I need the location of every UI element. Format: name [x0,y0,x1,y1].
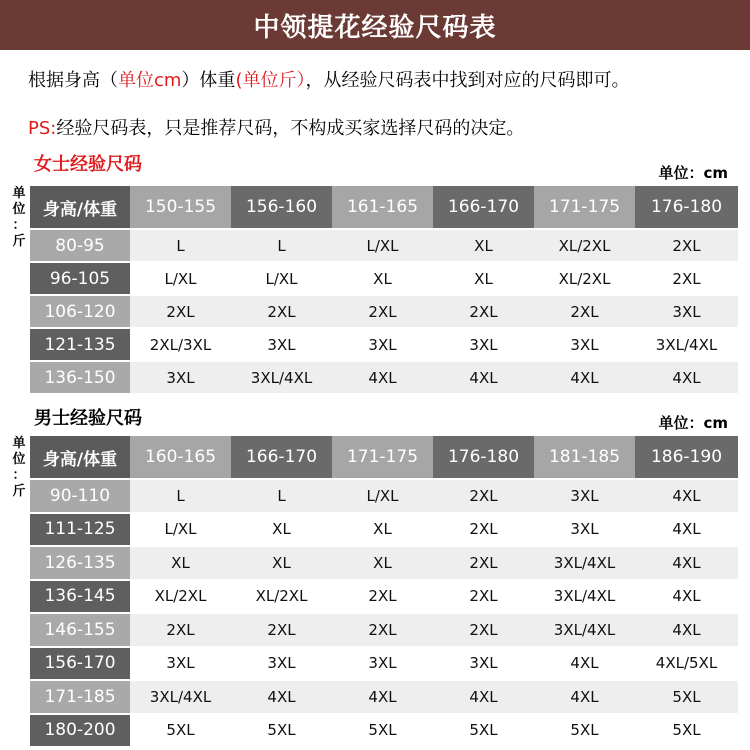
size-cell: 4XL [267,687,296,706]
size-cell: 2XL [672,236,701,255]
intro-text: 根据身高（ [28,70,118,91]
size-cell: XL [373,269,392,288]
size-cell: 4XL [368,687,397,706]
size-cell: XL [373,553,392,572]
women-size-row [30,230,738,261]
intro-highlight: (单位斤） [235,70,306,91]
height-range-header: 160-165 [130,436,231,478]
weight-range-label: 180-200 [30,715,130,747]
size-cell: 2XL [469,620,498,639]
size-cell: XL [474,236,493,255]
height-range-header: 156-160 [231,186,332,228]
ps-label: PS: [28,118,57,139]
size-cell: 3XL [672,302,701,321]
size-cell: XL/2XL [558,236,611,255]
size-cell: L [277,486,286,505]
size-cell: 3XL [469,335,498,354]
size-cell: 3XL [570,486,599,505]
size-cell: 5XL [267,721,296,740]
page-banner [0,0,750,50]
weight-range-label: 171-185 [30,681,130,713]
size-cell: 5XL [672,687,701,706]
men-size-row [30,480,738,512]
height-range-header: 150-155 [130,186,231,228]
women-header-row [30,186,738,228]
size-cell: 3XL [570,335,599,354]
intro-highlight: 单位cm [118,70,182,91]
size-cell: L [277,236,286,255]
size-cell: XL [272,553,291,572]
size-cell: 4XL [570,654,599,673]
men-size-row [30,681,738,713]
size-cell: 2XL [469,302,498,321]
size-cell: 3XL/4XL [250,368,313,387]
size-cell: L/XL [366,486,399,505]
size-cell: L/XL [164,520,197,539]
women-side-unit: 单 位 ： 斤 [12,186,26,249]
size-cell: 3XL/4XL [553,587,616,606]
height-range-header: 186-190 [635,436,738,478]
size-cell: 5XL [469,721,498,740]
size-cell: L [176,236,185,255]
size-cell: XL/2XL [558,269,611,288]
height-range-header: 171-175 [534,186,635,228]
size-cell: 3XL/4XL [149,687,212,706]
size-cell: 3XL [267,654,296,673]
size-cell: 3XL [570,520,599,539]
weight-range-label: 111-125 [30,514,130,546]
height-range-header: 176-180 [635,186,738,228]
men-header-row [30,436,738,478]
size-cell: 4XL [672,520,701,539]
size-cell: 2XL [166,302,195,321]
size-cell: L/XL [366,236,399,255]
size-cell: 4XL [672,368,701,387]
size-cell: 2XL [469,486,498,505]
men-unit-label: 单位：cm [658,414,728,432]
size-cell: L/XL [164,269,197,288]
size-cell: L [176,486,185,505]
women-size-row [30,296,738,327]
intro-text: 经验尺码表，只是推荐尺码，不构成买家选择尺码的决定。 [56,118,525,139]
men-size-row [30,648,738,680]
height-range-header: 166-170 [433,186,534,228]
weight-range-label: 146-155 [30,614,130,646]
size-cell: XL [373,520,392,539]
size-cell: L/XL [265,269,298,288]
weight-range-label: 90-110 [30,480,130,512]
size-cell: 5XL [570,721,599,740]
size-cell: 2XL [368,587,397,606]
size-cell: 4XL [672,587,701,606]
size-cell: 2XL [368,302,397,321]
height-range-header: 166-170 [231,436,332,478]
corner-label: 身高/体重 [30,436,130,478]
size-cell: 4XL [672,486,701,505]
size-cell: 3XL [368,654,397,673]
height-range-header: 161-165 [332,186,433,228]
size-cell: 2XL [166,620,195,639]
size-cell: 3XL [267,335,296,354]
size-cell: 4XL [469,687,498,706]
size-cell: 3XL/4XL [553,553,616,572]
men-size-row [30,581,738,613]
corner-label: 身高/体重 [30,186,130,228]
height-range-header: 176-180 [433,436,534,478]
weight-range-label: 126-135 [30,547,130,579]
weight-range-label: 80-95 [30,230,130,261]
size-cell: 2XL [267,302,296,321]
size-cell: 4XL [672,620,701,639]
size-cell: XL/2XL [255,587,308,606]
weight-range-label: 136-145 [30,581,130,613]
women-unit-label: 单位：cm [658,164,728,182]
size-cell: 4XL [469,368,498,387]
size-cell: 5XL [166,721,195,740]
women-section-title: 女士经验尺码 [34,154,142,175]
intro-line-1 [28,66,629,92]
women-size-row [30,263,738,294]
size-cell: 5XL [672,721,701,740]
women-size-row [30,362,738,393]
men-section-title: 男士经验尺码 [34,408,142,429]
size-cell: 4XL [368,368,397,387]
weight-range-label: 136-150 [30,362,130,393]
size-cell: 3XL [368,335,397,354]
size-cell: 2XL [469,587,498,606]
size-cell: 2XL [469,520,498,539]
height-range-header: 181-185 [534,436,635,478]
height-range-header: 171-175 [332,436,433,478]
intro-text: ，从经验尺码表中找到对应的尺码即可。 [305,70,630,91]
size-cell: 2XL [267,620,296,639]
size-cell: 3XL [166,368,195,387]
size-cell: 3XL/4XL [655,335,718,354]
men-size-row [30,547,738,579]
size-cell: 3XL [166,654,195,673]
size-cell: XL [171,553,190,572]
men-size-row [30,715,738,747]
weight-range-label: 96-105 [30,263,130,294]
intro-line-2 [28,114,524,140]
size-cell: 2XL [570,302,599,321]
size-cell: 4XL [570,687,599,706]
size-cell: XL [474,269,493,288]
weight-range-label: 106-120 [30,296,130,327]
size-cell: 5XL [368,721,397,740]
size-cell: 4XL [570,368,599,387]
men-size-row [30,614,738,646]
size-cell: 2XL [368,620,397,639]
weight-range-label: 121-135 [30,329,130,360]
men-side-unit: 单 位 ： 斤 [12,436,26,499]
men-size-row [30,514,738,546]
banner-title: 中领提花经验尺码表 [253,12,497,43]
size-cell: 3XL [469,654,498,673]
size-cell: XL [272,520,291,539]
intro-text: ）体重 [181,70,236,91]
size-cell: 2XL [672,269,701,288]
size-cell: 2XL/3XL [149,335,212,354]
weight-range-label: 156-170 [30,648,130,680]
size-cell: 4XL/5XL [655,654,718,673]
women-size-row [30,329,738,360]
size-cell: 3XL/4XL [553,620,616,639]
size-cell: XL/2XL [154,587,207,606]
size-cell: 4XL [672,553,701,572]
size-cell: 2XL [469,553,498,572]
